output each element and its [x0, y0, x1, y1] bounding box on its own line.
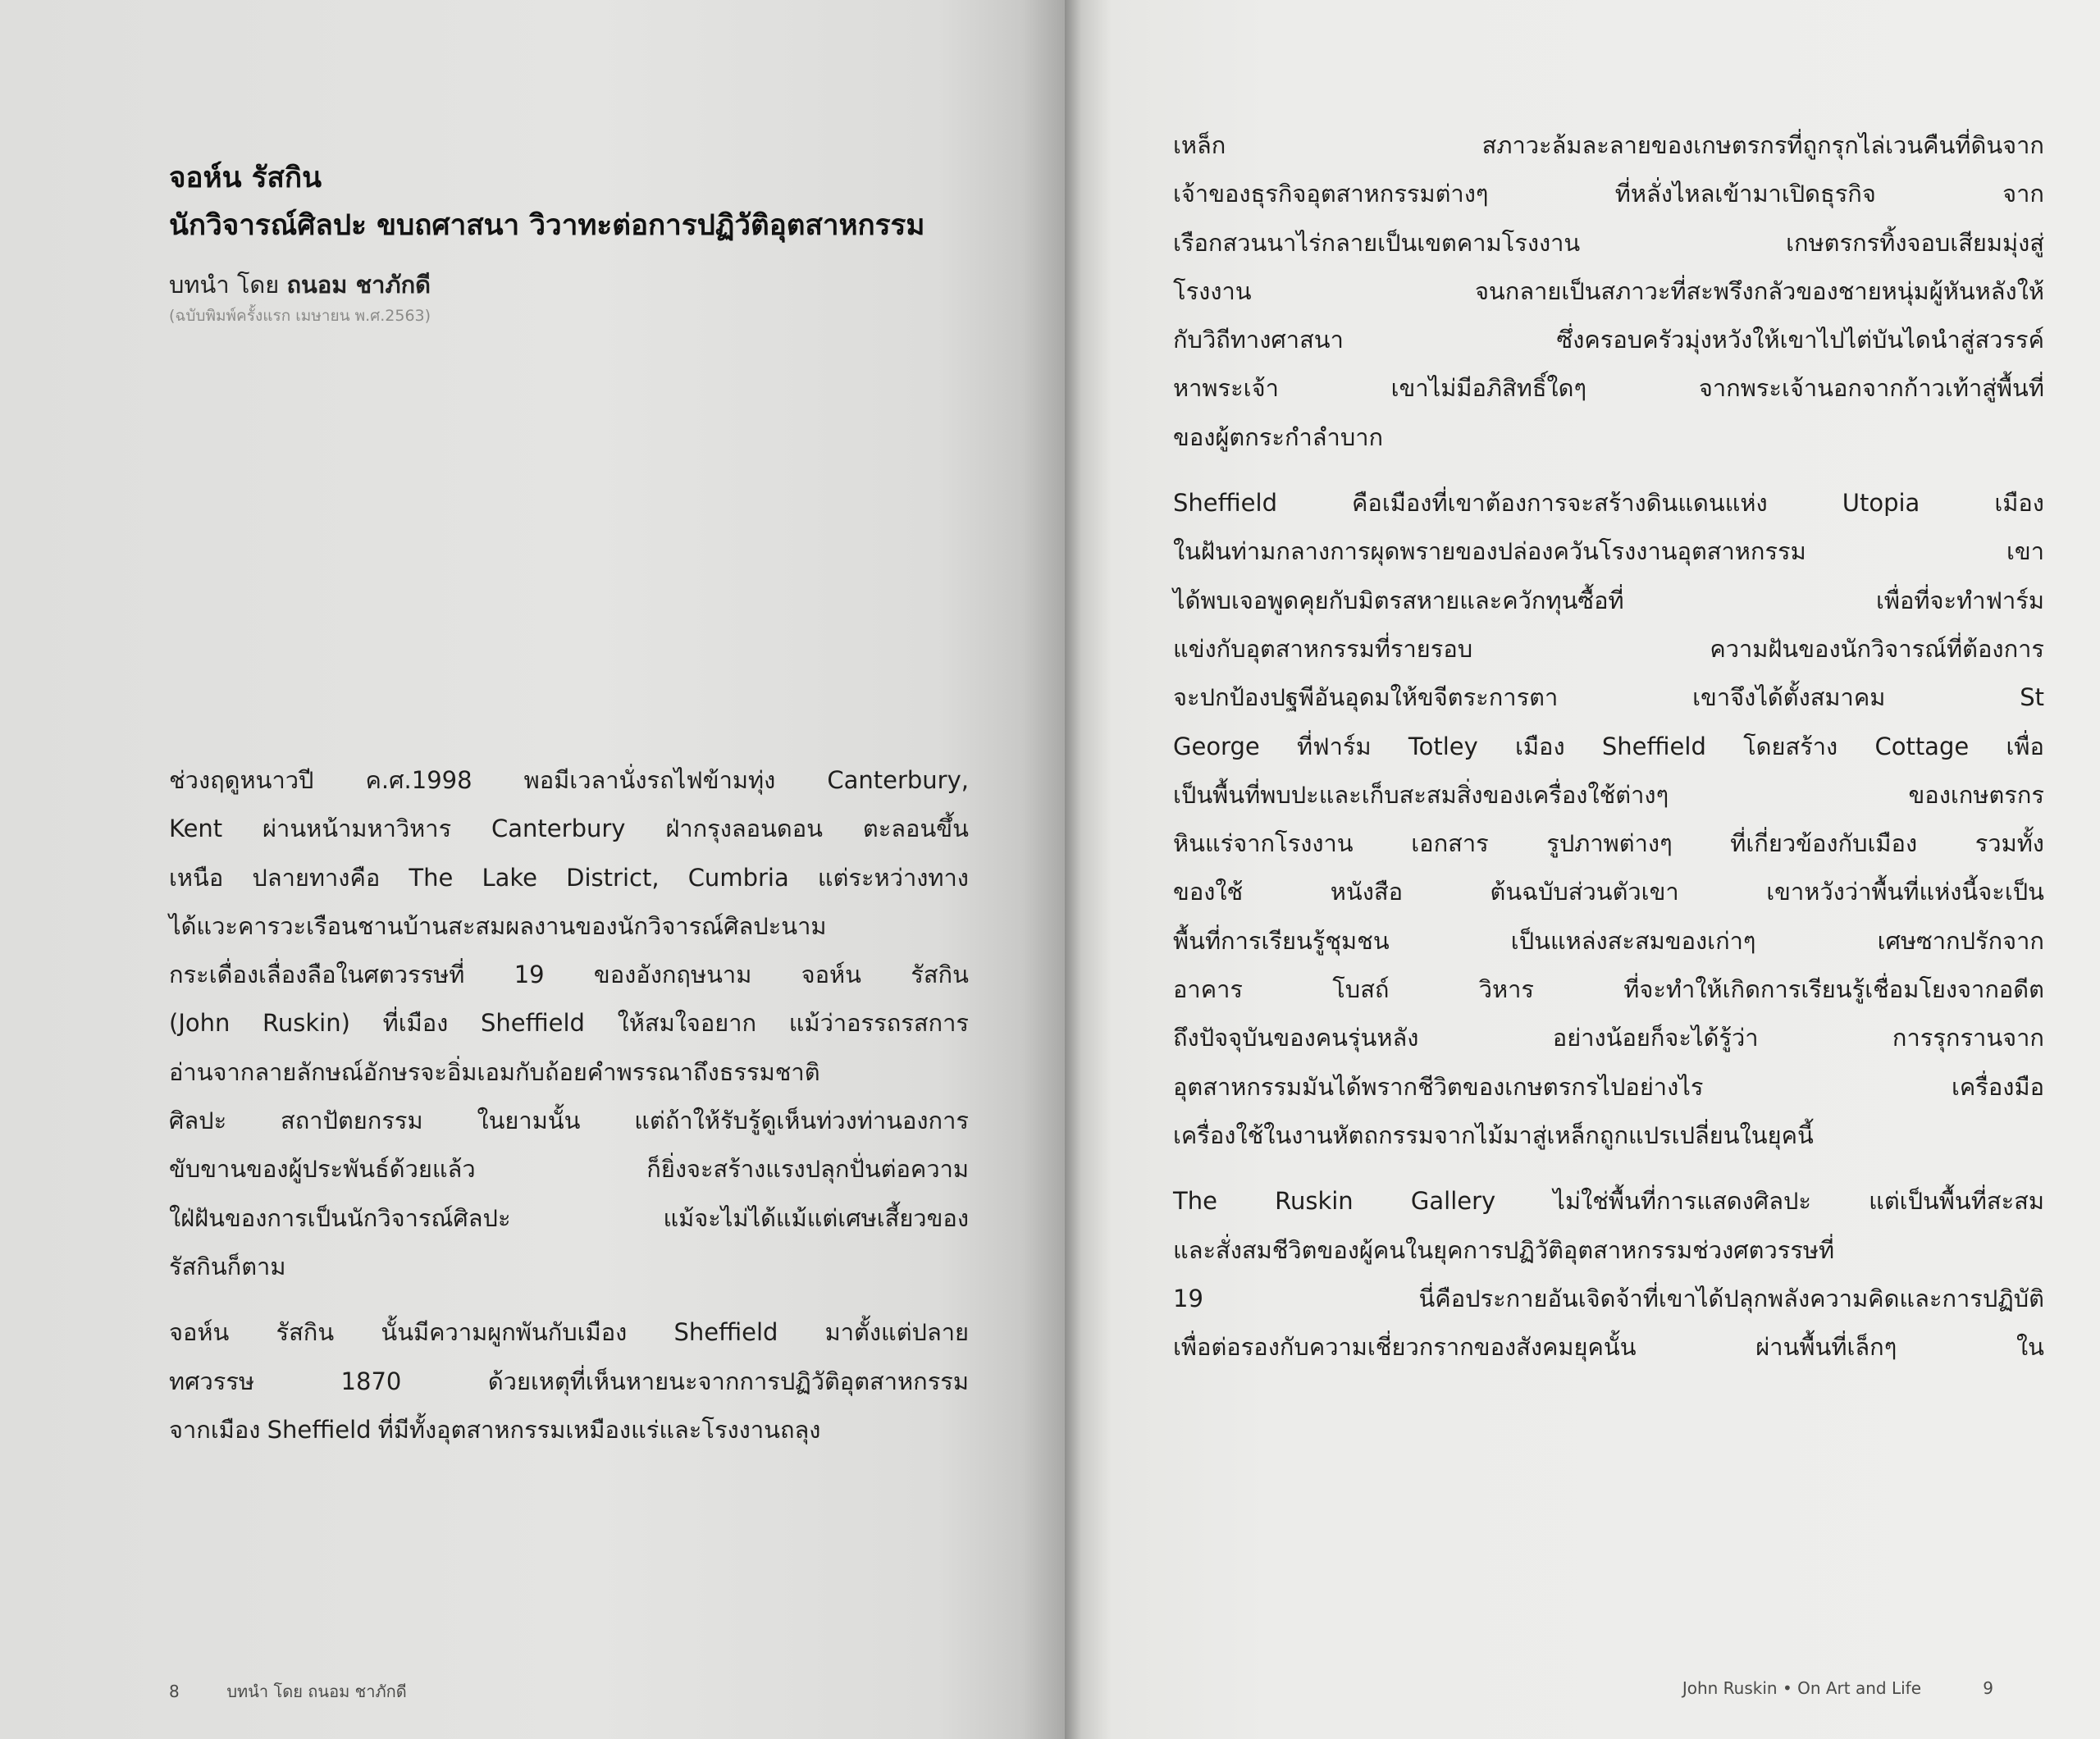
- text-line: พื้นที่การเรียนรู้ชุมชน เป็นแหล่งสะสมของเก่าๆ เศษซากปรักจาก: [1173, 926, 2044, 955]
- text-line: อุตสาหกรรมมันได้พรากชีวิตของเกษตรกรไปอย่างไร เครื่องมือ: [1173, 1072, 2044, 1101]
- text-line: ของผู้ตกระกำลำบาก: [1173, 422, 1384, 451]
- paragraph: [169, 1308, 969, 1454]
- text-line: Sheffield คือเมืองที่เขาต้องการจะสร้างดินแดนแห่ง Utopia เมือง: [1173, 489, 2044, 518]
- text-line: จะปกป้องปฐพีอันอุดมให้ขจีตระการตา เขาจึงได้ตั้งสมาคม St: [1173, 683, 2044, 712]
- byline-prefix: บทนำ โดย: [169, 271, 280, 299]
- paragraph: [1173, 1177, 2044, 1372]
- text-line: กับวิถีทางศาสนา ซึ่งครอบครัวมุ่งหวังให้เขาไปไต่บันไดนำสู่สวรรค์: [1173, 326, 2044, 354]
- text-line: จากเมือง Sheffield ที่มีทั้งอุตสาหกรรมเหมืองแร่และโรงงานถลุง: [169, 1415, 821, 1444]
- text-line: หินแร่จากโรงงาน เอกสาร รูปภาพต่างๆ ที่เกี่ยวข้องกับเมือง รวมทั้ง: [1173, 829, 2044, 858]
- right-body-text: [1173, 121, 2044, 1372]
- text-line: เหล็ก สภาวะล้มละลายของเกษตรกรที่ถูกรุกไล่เวนคืนที่ดินจาก: [1173, 131, 2044, 159]
- page-number-left: 8: [169, 1682, 180, 1701]
- chapter-heading: [169, 154, 1022, 328]
- text-line: ศิลปะ สถาปัตยกรรม ในยามนั้น แต่ถ้าให้รับรู้ดูเห็นท่วงท่านองการ: [169, 1107, 969, 1135]
- paragraph: [1173, 121, 2044, 462]
- text-line: และสั่งสมชีวิตของผู้คนในยุคการปฏิวัติอุตสาหกรรมช่วงศตวรรษที่: [1173, 1235, 1835, 1264]
- left-body-text: [169, 756, 969, 1454]
- text-line: โรงงาน จนกลายเป็นสภาวะที่สะพรึงกลัวของชายหนุ่มผู้หันหลังให้: [1173, 276, 2044, 305]
- running-head-left: บทนำ โดย ถนอม ชาภักดี: [226, 1682, 407, 1701]
- text-line: เหนือ ปลายทางคือ The Lake District, Cumbria แต่ระหว่างทาง: [169, 863, 969, 892]
- text-line: อาคาร โบสถ์ วิหาร ที่จะทำให้เกิดการเรียนรู้เชื่อมโยงจากอดีต: [1173, 975, 2044, 1004]
- running-head-right: John Ruskin • On Art and Life: [1682, 1678, 1921, 1698]
- text-line: George ที่ฟาร์ม Totley เมือง Sheffield โดยสร้าง Cottage เพื่อ: [1173, 732, 2044, 760]
- text-line: จอห์น รัสกิน นั้นมีความผูกพันกับเมือง Sheffield มาตั้งแต่ปลาย: [169, 1318, 969, 1347]
- text-line: กระเดื่องเลื่องลือในศตวรรษที่ 19 ของอังกฤษนาม จอห์น รัสกิน: [169, 961, 969, 989]
- text-line: เพื่อต่อรองกับความเชี่ยวกรากของสังคมยุคนั้น ผ่านพื้นที่เล็กๆ ใน: [1173, 1333, 2044, 1362]
- text-line: แข่งกับอุตสาหกรรมที่รายรอบ ความฝันของนักวิจารณ์ที่ต้องการ: [1173, 634, 2044, 663]
- page-number-right: 9: [1983, 1678, 1993, 1698]
- text-line: เรือกสวนนาไร่กลายเป็นเขตคามโรงงาน เกษตรกรทิ้งจอบเสียมมุ่งสู่: [1173, 228, 2044, 257]
- text-line: ในฝันท่ามกลางการผุดพรายของปล่องควันโรงงานอุตสาหกรรม เขา: [1173, 537, 2044, 566]
- text-line: หาพระเจ้า เขาไม่มีอภิสิทธิ์ใดๆ จากพระเจ้านอกจากก้าวเท้าสู่พื้นที่: [1173, 374, 2044, 403]
- paragraph: [1173, 479, 2044, 1160]
- text-line: The Ruskin Gallery ไม่ใช่พื้นที่การแสดงศิลปะ แต่เป็นพื้นที่สะสม: [1173, 1187, 2044, 1216]
- text-line: เจ้าของธุรกิจอุตสาหกรรมต่างๆ ที่หลั่งไหลเข้ามาเปิดธุรกิจ จาก: [1173, 180, 2044, 208]
- text-line: ช่วงฤดูหนาวปี ค.ศ.1998 พอมีเวลานั่งรถไฟข้ามทุ่ง Canterbury,: [169, 766, 969, 794]
- text-line: ของใช้ หนังสือ ต้นฉบับส่วนตัวเขา เขาหวังว่าพื้นที่แห่งนี้จะเป็น: [1173, 878, 2044, 906]
- text-line: ถึงปัจจุบันของคนรุ่นหลัง อย่างน้อยก็จะได้รู้ว่า การรุกรานจาก: [1173, 1024, 2044, 1052]
- text-line: อ่านจากลายลักษณ์อักษรจะอิ่มเอมกับถ้อยคำพรรณาถึงธรรมชาติ: [169, 1057, 820, 1086]
- text-line: (John Ruskin) ที่เมือง Sheffield ให้สมใจอยาก แม้ว่าอรรถรสการ: [169, 1009, 969, 1038]
- text-line: ทศวรรษ 1870 ด้วยเหตุที่เห็นหายนะจากการปฏิวัติอุตสาหกรรม: [169, 1367, 969, 1395]
- byline-author: ถนอม ชาภักดี: [286, 271, 431, 299]
- text-line: 19 นี่คือประกายอันเจิดจ้าที่เขาได้ปลุกพลังความคิดและการปฏิบัติ: [1173, 1284, 2044, 1312]
- byline: [169, 266, 1022, 304]
- right-page: [1065, 0, 2100, 1739]
- text-line: ได้แวะคารวะเรือนชานบ้านสะสมผลงานของนักวิจารณ์ศิลปะนาม: [169, 911, 827, 940]
- left-footer: [169, 1678, 407, 1705]
- paragraph: [169, 756, 969, 1291]
- text-line: ได้พบเจอพูดคุยกับมิตรสหายและควักทุนซื้อที่ เพื่อที่จะทำฟาร์ม: [1173, 586, 2044, 614]
- text-line: เครื่องใช้ในงานหัตถกรรมจากไม้มาสู่เหล็กถูกแปรเปลี่ยนในยุคนี้: [1173, 1121, 1814, 1149]
- text-line: ขับขานของผู้ประพันธ์ด้วยแล้ว ก็ยิ่งจะสร้างแรงปลุกปั่นต่อความ: [169, 1155, 969, 1184]
- title-line-2: นักวิจารณ์ศิลปะ ขบถศาสนา วิวาทะต่อการปฏิวัติอุตสาหกรรม: [169, 209, 925, 242]
- edition-note: (ฉบับพิมพ์ครั้งแรก เมษายน พ.ศ.2563): [169, 307, 431, 325]
- text-line: รัสกินก็ตาม: [169, 1252, 286, 1280]
- text-line: เป็นพื้นที่พบปะและเก็บสะสมสิ่งของเครื่องใช้ต่างๆ ของเกษตรกร: [1173, 780, 2044, 809]
- text-line: ใฝ่ฝันของการเป็นนักวิจารณ์ศิลปะ แม้จะไม่ได้แม้แต่เศษเสี้ยวของ: [169, 1203, 969, 1232]
- text-line: Kent ผ่านหน้ามหาวิหาร Canterbury ฝ่ากรุงลอนดอน ตะลอนขึ้น: [169, 815, 969, 843]
- title-line-1: จอห์น รัสกิน: [169, 162, 322, 194]
